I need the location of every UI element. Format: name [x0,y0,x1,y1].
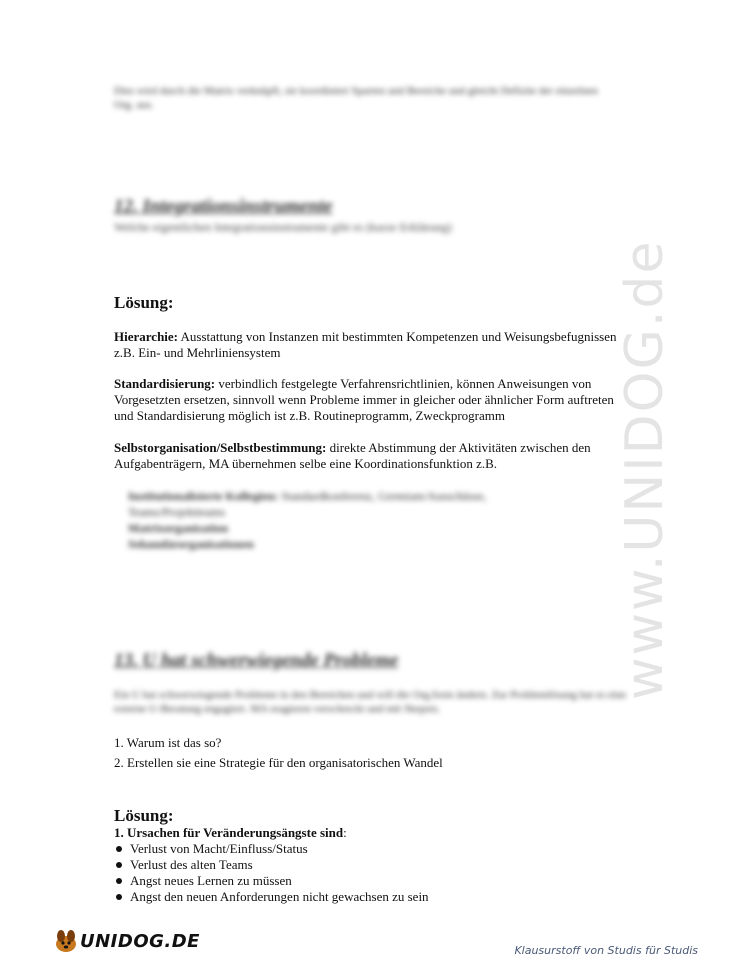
term: Standardisierung: [114,376,216,391]
section-12-question: Welche eigentlichen Integrationsinstrumente gibt es (kurze Erklärung) [114,220,452,234]
bullet-icon [116,862,122,868]
bullet-icon [116,894,122,900]
section-12-heading: 12. Integrationsinstrumente [114,196,333,217]
bullet-icon [116,846,122,852]
definition: Ausstattung von Instanzen mit bestimmten Kompetenzen und Weisungsbefugnissen z.B. Ein- und Mehrliniensystem [114,329,617,360]
section-13-heading: 13. U hat schwerwiegende Probleme [114,650,399,671]
solution-2-subheading: 1. Ursachen für Veränderungsängste sind: [114,825,347,840]
list-item: Sekundärorganisationen [128,537,254,551]
logo-text: UNIDOG.DE [80,930,200,952]
item-hierarchie [114,329,634,361]
item-selbstorganisation [114,440,634,472]
footer-tagline: Klausurstoff von Studis für Studis [514,944,698,957]
bullet-icon [116,878,122,884]
term: Selbstorganisation/Selbstbestimmung: [114,440,327,455]
list-item: Matrixorganisation [128,521,228,535]
definition: direkte Abstimmung der Aktivitäten zwischen den Aufgabenträgern, MA übernehmen selbe eine Koordinationsfunktion z.B. [114,440,591,471]
list-item: Institutionalisierte Kollegien: Standardkonferenz, Gremium/Ausschüsse, Teams/Projektteams [128,489,487,519]
list-item: Angst den neuen Anforderungen nicht gewachsen zu sein [114,889,429,905]
section-13-questions [114,735,443,771]
question-1: 1. Warum ist das so? [114,735,222,750]
list-item: Verlust des alten Teams [114,857,429,873]
list-item: Angst neues Lernen zu müssen [114,873,429,889]
footer-logo [52,928,200,954]
list-item: Verlust von Macht/Einfluss/Status [114,841,429,857]
term: Hierarchie: [114,329,179,344]
solution-1-label: Lösung: [114,293,174,312]
watermark: www.UNIDOG.de [615,239,675,700]
definition: verbindlich festgelegte Verfahrensrichtlinien, können Anweisungen von Vorgesetzten ersetzen, sinnvoll wenn Probleme immer in gleicher oder ähnlicher Form auftreten und Standardisierung möglich ist z.B. Routineprogramm, Zweckprogramm [114,376,614,423]
bullet-list [114,841,429,905]
dog-logo-icon [52,928,80,954]
blurred-sublist [128,488,548,552]
item-standardisierung [114,376,634,424]
section-13-text: Ein U hat schwerwiegende Probleme in den Bereichen und will die Org.form ändern. Zur Problemlösung hat es eine externe U-Beratung engagiert. MA reagieren verschreckt und mit Skepsis. [114,689,627,715]
question-2: 2. Erstellen sie eine Strategie für den organisatorischen Wandel [114,755,443,770]
intro-paragraph: Dies wird durch die Matrix verknüpft, sie koordiniert Sparten und Bereiche und gleicht Defizite der einzelnen Org. aus. [114,85,598,111]
solution-2-label: Lösung: [114,806,174,825]
